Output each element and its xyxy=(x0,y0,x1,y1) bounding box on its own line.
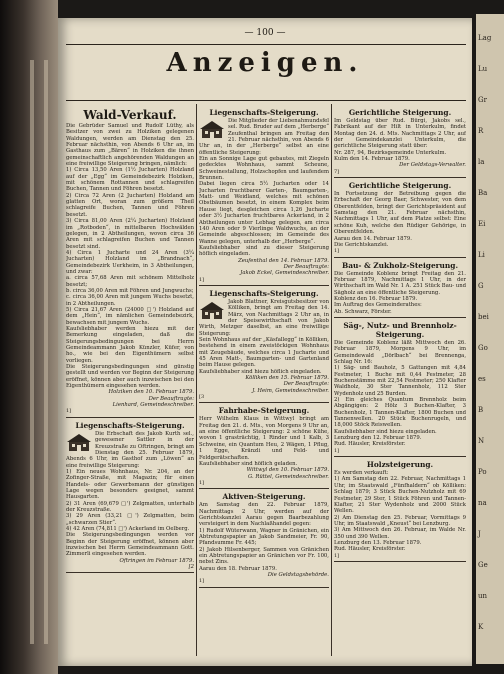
ad-heading: Wald-Verkauf. xyxy=(83,108,177,122)
advertisement xyxy=(334,460,466,562)
ad-paragraph: Die Gemeinde Koblenz bringt Freitag den 21. Februar 1879, Nachmittags 1 Uhr, in der Wirthschaft im Wald Nr. 1 A. 251 Stück Bau- und Sägholz an eine öffentliche Steigerung. xyxy=(334,270,466,296)
next-page-fragment: Gr xyxy=(478,96,487,104)
ad-paragraph: Koblenz den 16. Februar 1879. xyxy=(334,295,418,302)
ad-heading: Aktiven-Steigerung. xyxy=(222,492,306,502)
newspaper-page xyxy=(58,18,472,666)
ad-paragraph: 3) Am Mittwoch den 26. Februar, im Walde Nr. 350 und 390 Wellen. xyxy=(334,527,466,540)
ad-signature: Der Beauftragte: xyxy=(148,395,194,402)
ad-signature: [2 xyxy=(188,564,194,571)
ad-separator xyxy=(334,561,466,562)
ad-paragraph: 1) Säg- und Bauholz, 5 Gattungen mit 4,84 Festmeter, 1 Buche mit 0,44 Festmeter, 28 Buchenstämme mit 22,54 Festmeter; 250 Klafter Waldholz, 30 Ster Tannenholz, 112 Ster Wydenholz und 25 Burden. xyxy=(334,365,466,397)
house-icon xyxy=(66,432,92,452)
ad-paragraph: 2) 31 Aren (69,679 □') Zelgmatten, unterhalb der Kreuzstraße. xyxy=(66,500,194,513)
next-page-fragment: es xyxy=(478,375,486,383)
ad-signature: Lienhard, Gemeindeschreiber. xyxy=(112,402,194,409)
advertisement xyxy=(334,108,466,178)
ad-paragraph: 1) Ein neues Wohnhaus, Nr. 204, an der Zofinger-Straße, mit Magazin; für einen Handels- oder Gewerbsmann der günstigen Lage wegen besonders geeignet, sammt Hausgarten. xyxy=(66,468,194,501)
next-page-fragment: un xyxy=(478,592,488,600)
ad-paragraph: Die Steigerungsbedingungen werden vor Beginn der Steigerung eröffnet, können aber inzwischen bei Herrn Gemeindeammann Gott. Zimmerli eingesehen werden. xyxy=(66,532,194,558)
ad-paragraph: Die Gerichtskanzlei. xyxy=(334,241,389,248)
ad-paragraph: Lenzburg den 12. Februar 1879. xyxy=(334,435,422,442)
house-icon xyxy=(199,300,225,320)
ad-separator xyxy=(199,285,329,286)
ad-paragraph: Kaufsliebhaber werden hiezu mit der Bemerkung eingeladen, daß die Steigerungsbedingungen bei Herrn Gemeindeammann Jakob Künzler, Küfer, von ho., wie bei den Eigenthümern selbst vorliegen. xyxy=(66,326,194,364)
ad-paragraph: Dabei liegen circa 5½ Jucharten oder 14 Jucharten fruchtbarer Garten-, Baumgarten-, Matt- und Weidland, welches mit schönen Obstbäumen besetzt, in einem Komplex beim Hause liegt, desgleichen circa 1,26 Jucharte oder 3½ Jucharten fruchtbares Ackerland, in 2 Abtheilungen unter Lebhag gelegen, am circa 140 Aren oder 9 Vierlinge Waldwuchs, an der Gemeinde abgeschlossen; im Gemeinde des Wanne gelegen, unterhalb der „Herberge“. xyxy=(199,181,329,245)
spine-stripe xyxy=(30,60,34,644)
ad-paragraph: 1) Circa 13,50 Aren (1½ Jucharten) Holzland auf der „Egg“ im Gemeindebezirk Holziken, mit schönem Rottannen und schlagreifen Buchen, Tannen und Föhren besetzt. xyxy=(66,167,194,193)
next-page-fragment: la xyxy=(478,158,485,166)
column-middle xyxy=(199,106,329,660)
advertisement xyxy=(199,289,329,404)
ad-signature: G. Rüttel, Gemeindeschreiber. xyxy=(247,473,329,480)
next-page-fragment: B xyxy=(478,406,484,414)
ad-signature: Zeufenthal den 14. Februar 1879. xyxy=(238,257,329,264)
column-divider xyxy=(331,104,332,656)
ad-separator xyxy=(334,456,466,457)
ad-heading: Fahrhabe-Steigerung. xyxy=(218,406,310,416)
ad-paragraph: Kaufsliebhaber sind hiezu höflich eingeladen. xyxy=(199,368,322,375)
ad-signature: Der Geldstags-Verwalter. xyxy=(399,162,466,169)
ad-paragraph: Im Auftrag des Gemeinderathes: xyxy=(334,302,422,309)
ad-separator xyxy=(66,572,194,573)
ad-paragraph: Die Steigerungsbedingungen sind günstig gestellt und werden vor Beginn der Steigerung eröffnet, können aber auch inzwischen bei den Eigenthümern eingesehen werden. xyxy=(66,364,194,390)
next-page-fragment: Ei xyxy=(478,220,486,228)
next-page-fragment: Po xyxy=(478,468,487,476)
column-right xyxy=(334,106,466,660)
ad-paragraph: Aarau den 18. Februar 1879. xyxy=(199,565,277,572)
ad-signature: J. Heim, Gemeindeschreiber. xyxy=(252,387,329,394)
next-page-fragment: bei xyxy=(478,313,489,321)
ad-number: 1] xyxy=(199,578,205,585)
top-rule xyxy=(66,44,466,45)
ad-separator xyxy=(334,177,466,178)
ad-paragraph: 2) Jakob Hilsenberger, Sammen von Gränichen ein Abtretungspapier an Gränichen vor Fr. 100, nebst Zins. xyxy=(199,546,329,566)
ad-signature: Jakob Eckel, Gemeindeschreiber. xyxy=(240,270,329,277)
ad-signature: Kölliken den 15. Februar 1879. xyxy=(245,375,329,382)
ad-number: 1] xyxy=(334,248,340,255)
ad-separator xyxy=(334,257,466,258)
ad-heading: Säg-, Nutz- und Brennholz-Steigerung. xyxy=(343,320,457,339)
page-number: — 100 — xyxy=(244,28,286,38)
ad-number: 1] xyxy=(199,276,205,283)
ad-paragraph: Rud. Häusler, Kreisförster. xyxy=(334,546,406,553)
ad-separator xyxy=(334,317,466,318)
next-page-edge xyxy=(476,14,504,664)
ad-paragraph: Die Gemeinde Koblenz läßt Mittwoch den 26. Februar 1879, Morgens 9 Uhr, im Gemeindewald „Dörlbach“ bei Brennenga, Schlag Nr. 16: xyxy=(334,339,466,365)
ad-signature: Der Beauftragte: xyxy=(283,263,329,270)
next-page-fragment: Ge xyxy=(478,561,488,569)
ad-signature: Die Geldstagsbehörde. xyxy=(267,572,329,578)
column-left xyxy=(66,106,194,660)
ad-paragraph: Die Mitglieder der Liebenahmundsfel sel. Rud. Bruder auf dem „Herberge“ Zeufenthal bringen am Freitag den 21. Februar nächsthin, von Abends 6 Uhr an, in der „Herberge“ selbst an eine öffentliche Steigerung: xyxy=(199,118,329,156)
next-page-fragment: Lag xyxy=(478,34,492,42)
ad-paragraph: Jakob Blattner, Kreisgutsbesitzer von Kölliken, bringt am Freitag den 14. März, von Nachmittags 2 Uhr an, in der Speisewirthschaft von Jakob Wirth, Metzger daselbst, an eine freiwillige Steigerung: xyxy=(199,298,329,337)
header-rule xyxy=(66,100,466,101)
ad-number: 7] xyxy=(334,168,340,175)
ad-heading: Holzsteigerung. xyxy=(366,460,434,470)
ad-paragraph: Kaufsliebhaber sind hiezu eingeladen. xyxy=(334,428,437,435)
next-page-fragment: J xyxy=(478,530,481,538)
ad-paragraph: Ab. Schwarz, Förster. xyxy=(334,308,392,315)
ad-number: 1] xyxy=(199,479,205,486)
advertisement xyxy=(66,108,194,418)
ad-paragraph: Kaufsliebhaber sind zu dieser Steigerung höflich eingeladen. xyxy=(199,244,329,258)
next-page-fragment: na xyxy=(478,499,487,507)
ad-heading: Liegenschafts-Steigerung. xyxy=(209,108,319,117)
next-page-fragment: K xyxy=(478,623,484,631)
ad-paragraph: Nr. 287, 94, Bezirksgemeinde Unterkulm. xyxy=(334,149,447,156)
ad-signature: Wittwyl den 10. Februar 1879. xyxy=(246,467,329,474)
ad-paragraph: Kulm den 14. Februar 1879. xyxy=(334,156,410,163)
ad-paragraph: Aarau den 14. Februar 1879. xyxy=(334,235,412,242)
ad-separator xyxy=(199,402,329,403)
advertisement xyxy=(334,261,466,318)
ad-separator xyxy=(66,417,194,418)
ad-number: 1] xyxy=(334,447,340,454)
next-page-fragment: Go xyxy=(478,344,488,352)
next-page-fragment: R xyxy=(478,127,484,135)
ad-paragraph: Am Samstag den 22. Februar 1879, Nachmittags 2 Uhr, werden auf der Gerichtskanzlei Aarau gegen Baarbezahlung versteigert in dem Nachlaßhandel gegen: xyxy=(199,502,329,528)
ad-number: [3 xyxy=(199,394,205,401)
column-divider xyxy=(196,104,197,656)
ad-paragraph: a. circa 57,68 Aren mit schönem Mittelholz besetzt; xyxy=(66,275,194,288)
ad-paragraph: Kaufsliebhaber sind höflich geladen. xyxy=(199,460,298,467)
ad-paragraph: In Fortsetzung der Betreibung gegen die Erbschaft der Georg Baer, Schwester, von dem Oberentfelden, bringt der Gerichtspräsident auf Samstag den 21. Februar nächsthin, Nachmittags 1 Uhr, auf dem Platze selbst: Eine schöne Kuh, welche den Rüdiger Gehörige, in Oberentfelden. xyxy=(334,191,466,236)
next-page-fragment: N xyxy=(478,437,485,445)
ad-heading: Gerichtliche Steigerung. xyxy=(348,181,452,191)
advertisement xyxy=(334,181,466,257)
ad-signature: Der Beauftragte: xyxy=(283,381,329,388)
page-title: Anzeigen. xyxy=(166,48,364,78)
advertisement xyxy=(66,421,194,574)
ad-paragraph: Rud. Häusler, Kreisförster. xyxy=(334,441,406,448)
ad-paragraph: Sein Wohnhaus auf der „Käsfallegg“ in Kölliken, bestehend in einem zweistöckigen Wohnhaus mit Zeugebäude, welches circa 1 Jucharte und 45 Aren Matt-, Baumgarten- und Gartenland beim Hause gelegen. xyxy=(199,337,329,369)
ad-heading: Liegenschafts-Steigerung. xyxy=(209,288,319,298)
next-page-fragment: Lu xyxy=(478,65,488,73)
ad-paragraph: 3) Circa 81,00 Aren (2¼ Jucharten) Holzland im „Rotboden“, in mittelbaren Hochwälden gelegen, in 2 Abtheilungen, wovon circa 36 Aren mit schlagreifen Buchen und Tannen besetzt sind. xyxy=(66,218,194,250)
ad-paragraph: 2) Am Dienstag den 25. Februar, Vormittags 9 Uhr, im Staatswald „Kneust“ bei Lenzburg. xyxy=(334,514,466,527)
ad-separator xyxy=(199,488,329,489)
ad-paragraph: 2) Ein gleiches Quantum Brennholz beim Abgängigen: 2 Hölz 3 Buchen-Klafter, 3 Buchenholz, 1 Tannen-Klafter, 1800 Buchen und Tannenwellen. 20 Stück Buchenrugeln, und 18,000 Stöck Reiswellen. xyxy=(334,397,466,429)
ad-paragraph: Die Gebrüder Samuel und Rudolf Lüthy, als Besitzer von zwei zu Holziken gelegenen Waldungen, werden am Dienstag den 25. Februar nächsthin, von Abends 6 Uhr an, im Gasthaus zum „Bären“ in Holziken die ihnen gemeinschaftlich angehörenden Waldungen an eine freiwillige Steigerung bringen, nämlich: xyxy=(66,123,194,168)
ad-paragraph: c. circa 36,00 Aren mit jungem Wuchs besetzt, in 2 Abtheilungen. xyxy=(66,294,194,307)
ad-paragraph: 3) 29 Aren (33,21 □') Zelgmatten, beim „schwarzen Stier“. xyxy=(66,513,194,526)
ad-heading: Gerichtliche Steigerung. xyxy=(348,108,452,117)
ad-heading: Bau- & Zukholz-Steigerung. xyxy=(341,260,459,270)
ad-paragraph: 1) Rudolf Wüterwann, Wagner in Gränichen, ein Abtretungspapier an Jakob Sandmeier, Fr. 90, Pfandsumme Fr. 445; xyxy=(199,527,329,547)
ad-paragraph: Lenzburg den 13. Februar 1879. xyxy=(334,539,422,546)
advertisement xyxy=(199,108,329,286)
book-spine xyxy=(0,0,58,674)
house-icon xyxy=(199,119,225,139)
ad-separator xyxy=(199,587,329,588)
ad-paragraph: 5) Circa 21,67 Aren (24000 □') Holzland auf dem „Hein“, im nämlichen Gemeindebezirk, bewachsen mit jungem Wuchs. xyxy=(66,306,194,326)
ad-paragraph: 2) Circa 72 Aren (2 Jucharten) Holzland am glatten Ort, woran zum größern Theil schlagreife Buchen, Tannen und Föhren besetzt. xyxy=(66,192,194,218)
advertisement xyxy=(199,492,329,587)
spine-stripe xyxy=(44,60,48,644)
ad-paragraph: 4) 42 Aren (74,811 □') Ackerland im Oelberg. xyxy=(66,525,190,532)
ad-paragraph: Es werden verkauft: xyxy=(334,470,389,477)
ad-number: 1] xyxy=(334,552,340,559)
ad-paragraph: Die Erbschaft des Jakob Kurth sel., gewesener Sattler in der Kreuzstraße zu Oftringen, bringt am Dienstag den 25. Februar 1879, Abends 6 Uhr, im Gasthof zum „Löwen“ an eine freiwillige Steigerung: xyxy=(66,430,194,469)
next-page-fragment: Li xyxy=(478,251,485,259)
advertisement xyxy=(334,321,466,457)
ad-number: 1] xyxy=(66,408,72,415)
ad-heading: Liegenschafts-Steigerung. xyxy=(75,420,185,430)
advertisement xyxy=(199,406,329,489)
ad-paragraph: 1) Am Samstag den 22. Februar, Nachmittags 1 Uhr, im Staatswald „Fünfhaldern“ ob Kölliken: Schlag 1879; 3 Stück Buchen-Nutzholz mit 69 Festmeter, 29 Ster, 1 Stück Föhren und Tannen-Klafter, 21 Ster Wydenholz und 2000 Stück Wellen. xyxy=(334,476,466,515)
ad-paragraph: Ein an Sonnige Lage gut gebautes, mit Ziegeln gedecktes Wohnhaus, sammt Scheune, Schweinestallung, Holzschopfen und laufendem Brunnen. xyxy=(199,156,329,182)
ad-paragraph: Im Geldstag über Rud. Bürgi, Jakobs sel., Fabrikant auf der Hilt in Unterkulm, findet Montag den 24. d. Mts. Nachmittags 2 Uhr, auf der Gemeindekanzlei Unterkulm, die gerichtliche Steigerung statt über: xyxy=(334,118,466,150)
ad-signature: Oftringen im Februar 1879. xyxy=(119,557,194,564)
ad-paragraph: Herr Wilhelm Klaus in Wittwyl bringt am Freitag den 21. d. Mts., von Morgens 9 Uhr an, an eine öffentliche Steigerung: 2 schöne Kühe, wovon 1 grasträchtig, 1 Rinder und 1 Kalb, 3 Schweine, ein Quantum Heu, 2 Wägen, 1 Pflug, 1 Egge, Kränzli und Feld- und Feldgerätschaften. xyxy=(199,416,329,461)
ad-paragraph: b. circa 36,00 Aren mit Föhren und Jungwuchs; xyxy=(66,287,194,294)
next-page-fragment: G xyxy=(478,282,484,290)
ad-signature: Holziken den 10. Februar 1879. xyxy=(108,389,194,396)
ad-paragraph: 4) Circa 1 Jucharte und 24 Aren (3¼ Jucharten) Holzland im „Brandnach“, Gemeindebezirk Uerkheim, in 3 Abtheilungen, und zwar: xyxy=(66,249,194,275)
next-page-fragment: Ba xyxy=(478,189,488,197)
